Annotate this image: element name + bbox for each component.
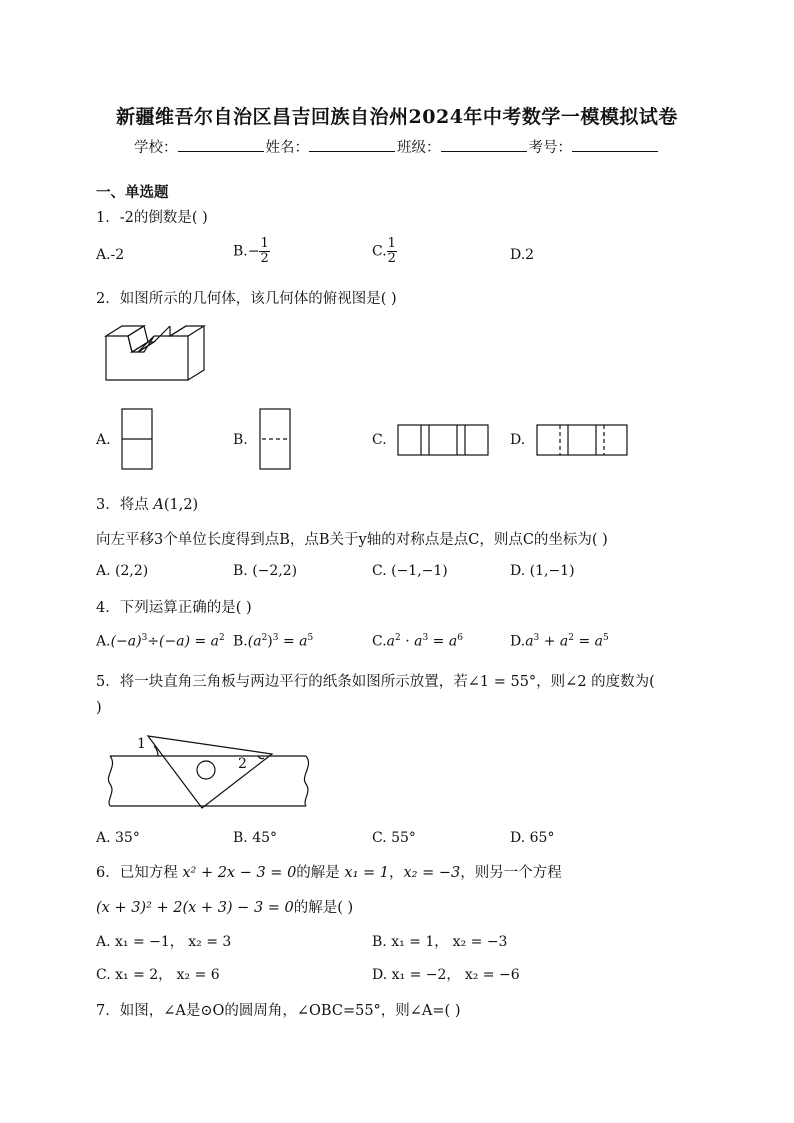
- q4-d-eq: = a: [574, 633, 603, 650]
- q2-solid-figure: [104, 324, 208, 382]
- q4-b-base: (a: [247, 633, 262, 650]
- q5-option-c: C. 55°: [372, 830, 416, 846]
- q1-b-fraction: [259, 237, 269, 266]
- q4-d-e1: 3: [533, 633, 540, 643]
- q5-stem: 5．将一块直角三角板与两边平行的纸条如图所示放置，若∠1 = 55°，则∠2 的度数为(: [96, 674, 655, 690]
- q4-c-e1: 2: [395, 633, 401, 643]
- q1-b-denominator: 2: [260, 251, 269, 266]
- class-label: 班级：: [397, 140, 441, 156]
- q2-option-b-figure: [259, 408, 291, 470]
- q4-option-a: [96, 633, 225, 650]
- q5-angle2-label: 2: [238, 756, 247, 772]
- q1-c-numerator: 1: [387, 236, 396, 251]
- q6-stem-end: ，则另一个方程: [460, 865, 562, 881]
- q1-c-denominator: 2: [387, 251, 396, 266]
- q4-a-base: (−a): [110, 633, 142, 650]
- q2-option-c-label: C.: [372, 432, 387, 448]
- school-blank[interactable]: [178, 137, 264, 152]
- page-title: 新疆维吾尔自治区昌吉回族自治州2024年中考数学一模模拟试卷: [116, 106, 678, 128]
- q2-option-d-label: D.: [510, 432, 526, 448]
- student-info-row: [0, 136, 794, 157]
- q6-option-a: A. x₁ = −1， x₂ = 3: [96, 934, 232, 950]
- q1-c-prefix: C.: [372, 243, 387, 260]
- q2-option-b-label: B.: [233, 432, 248, 448]
- q4-a-op: ÷(−a) = a: [147, 633, 220, 650]
- q3-stem-prefix: 3．将点: [96, 497, 149, 513]
- q6-stem-prefix: 6．已知方程: [96, 865, 183, 881]
- q1-c-fraction: [387, 237, 397, 266]
- q1-b-numerator: 1: [260, 236, 269, 251]
- q1-option-d: D.2: [510, 247, 535, 263]
- q6-option-b: B. x₁ = 1， x₂ = −3: [372, 934, 508, 950]
- name-label: 姓名：: [265, 140, 309, 156]
- q2-option-d-figure: [536, 424, 628, 456]
- q4-c-mid: · a: [400, 633, 423, 650]
- q1-stem: 1．-2的倒数是( ): [96, 210, 208, 226]
- q5-triangle-strip-figure: [104, 728, 312, 810]
- q6-stem-mid: 的解是: [296, 865, 345, 881]
- q6-solution2: x₂ = −3: [403, 865, 461, 881]
- q3-stem: [96, 493, 198, 514]
- q3-point-coord: (1,2): [163, 497, 199, 513]
- q2-stem: 2．如图所示的几何体，该几何体的俯视图是( ): [96, 291, 397, 307]
- q3-option-a: A. (2,2): [96, 563, 149, 579]
- q6-option-c: C. x₁ = 2， x₂ = 6: [96, 967, 220, 983]
- q3-option-c: C. (−1,−1): [372, 563, 448, 579]
- q3-option-d: D. (1,−1): [510, 563, 575, 579]
- q4-option-b: [233, 633, 313, 650]
- q4-b-eq: = a: [278, 633, 308, 650]
- q6-separator: ，: [389, 865, 404, 881]
- q1-option-b: [233, 237, 270, 266]
- q3-point-name: A: [153, 497, 164, 513]
- school-label: 学校：: [134, 140, 178, 156]
- q4-c-e3: 6: [457, 633, 463, 643]
- q4-option-c: [372, 633, 463, 650]
- class-blank[interactable]: [441, 137, 527, 152]
- q4-a-exp2: 2: [219, 633, 225, 643]
- exam-no-label: 考号：: [528, 140, 572, 156]
- q2-option-a-figure: [121, 408, 153, 470]
- q4-stem: 4．下列运算正确的是( ): [96, 600, 252, 616]
- q7-stem: 7．如图，∠A是⊙O的圆周角，∠OBC=55°，则∠A=( ): [96, 1003, 461, 1019]
- q1-option-c: [372, 237, 397, 266]
- q4-c-eq: = a: [428, 633, 458, 650]
- q4-d-mid: + a: [539, 633, 569, 650]
- q4-b-exp-out: 3: [272, 633, 279, 643]
- q5-option-b: B. 45°: [233, 830, 278, 846]
- q4-c-prefix: C.: [372, 633, 387, 650]
- q6-line2: [96, 896, 353, 917]
- q6-stem: [96, 861, 562, 882]
- q4-a-prefix: A.: [96, 633, 111, 650]
- q4-b-prefix: B.: [233, 633, 248, 650]
- exam-no-blank[interactable]: [572, 137, 658, 152]
- q5-stem-close: ): [96, 700, 102, 716]
- q1-option-a: A.-2: [96, 247, 125, 263]
- q5-angle1-label: 1: [137, 736, 146, 752]
- q4-b-close: ): [267, 633, 273, 650]
- name-blank[interactable]: [309, 137, 395, 152]
- q4-d-a1: a: [525, 633, 534, 650]
- q6-solution1: x₁ = 1: [344, 865, 389, 881]
- q4-d-prefix: D.: [510, 633, 526, 650]
- q5-option-a: A. 35°: [96, 830, 140, 846]
- q1-b-prefix: B.: [233, 243, 248, 260]
- q4-c-e2: 3: [422, 633, 429, 643]
- q6-option-d: D. x₁ = −2， x₂ = −6: [372, 967, 520, 983]
- section-heading: 一、单选题: [96, 184, 169, 201]
- q1-b-sign: −: [247, 243, 260, 260]
- q6-second-equation: (x + 3)² + 2(x + 3) − 3 = 0: [96, 900, 294, 916]
- q3-option-b: B. (−2,2): [233, 563, 298, 579]
- q4-d-e2: 2: [568, 633, 574, 643]
- q4-b-exp-res: 5: [307, 633, 314, 643]
- q4-option-d: [510, 633, 609, 650]
- q6-equation: x² + 2x − 3 = 0: [182, 865, 297, 881]
- q6-line2-end: 的解是( ): [293, 900, 354, 916]
- q2-option-a-label: A.: [96, 432, 111, 448]
- q4-c-a1: a: [386, 633, 396, 650]
- q3-line2: 向左平移3个单位长度得到点B，点B关于y轴的对称点是点C，则点C的坐标为( ): [96, 532, 608, 548]
- q2-option-c-figure: [397, 424, 489, 456]
- q5-option-d: D. 65°: [510, 830, 555, 846]
- q4-a-exp1: 3: [141, 633, 148, 643]
- q4-d-e3: 5: [602, 633, 609, 643]
- q4-b-exp-in: 2: [261, 633, 268, 643]
